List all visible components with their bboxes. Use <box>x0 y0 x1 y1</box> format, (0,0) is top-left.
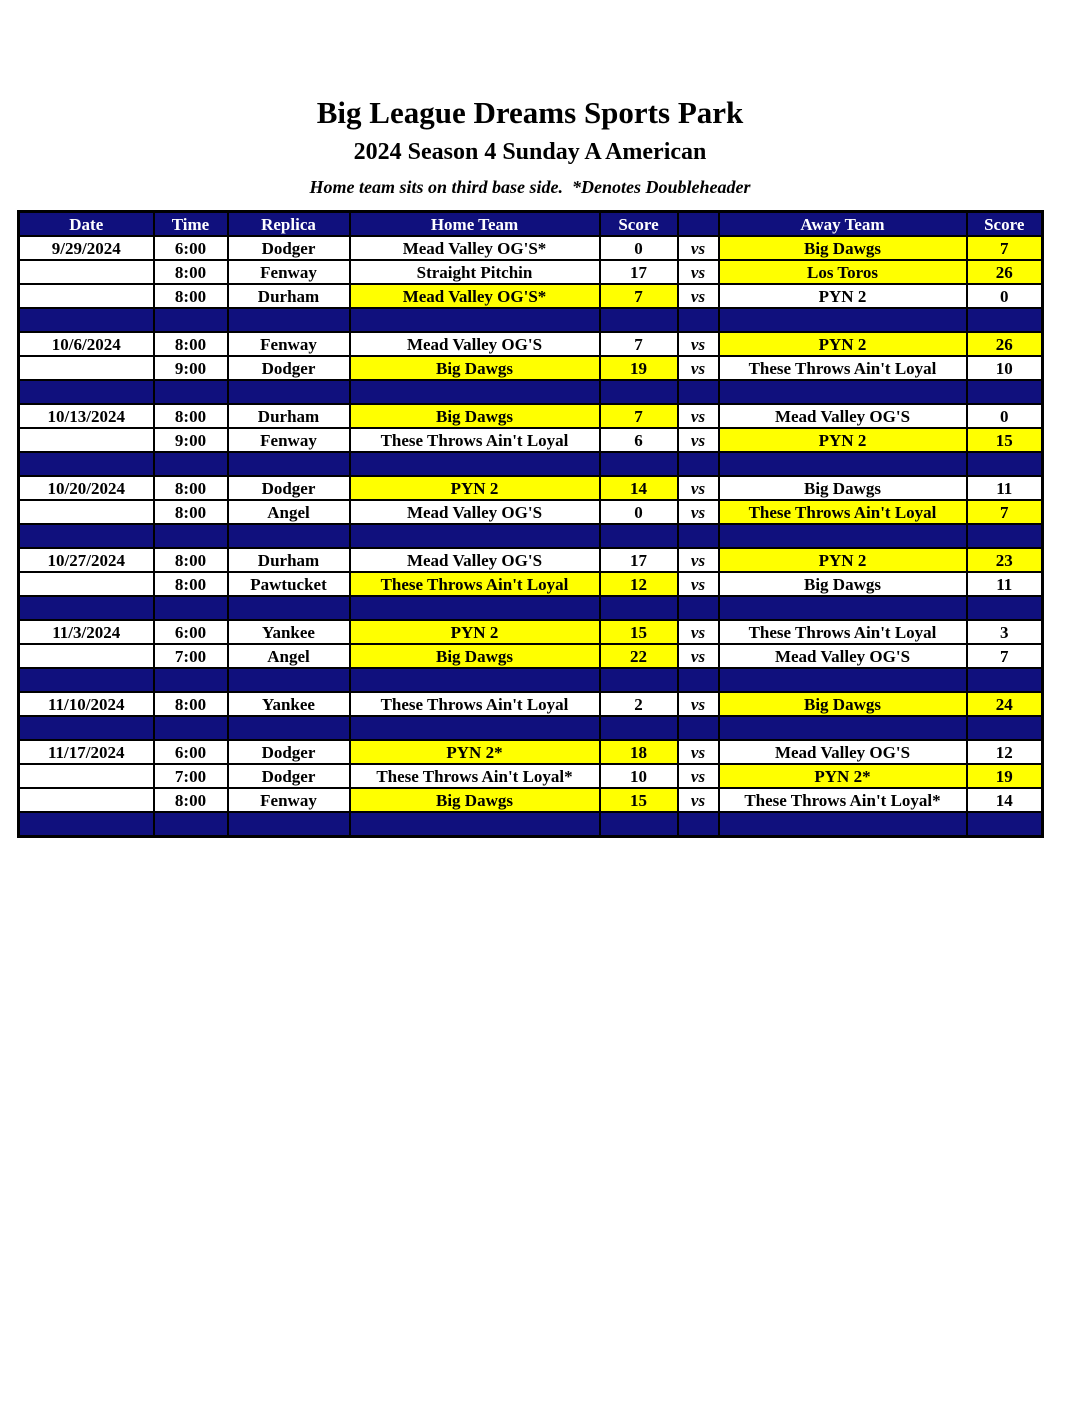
home-score-cell: 17 <box>600 548 678 572</box>
time-cell: 6:00 <box>154 740 228 764</box>
title-block <box>17 0 1043 198</box>
home-score-cell: 15 <box>600 788 678 812</box>
game-row <box>19 284 1043 308</box>
away-team-cell: Big Dawgs <box>719 572 967 596</box>
away-score-cell: 24 <box>967 692 1043 716</box>
home-team-cell: These Throws Ain't Loyal <box>350 692 600 716</box>
home-score-cell: 12 <box>600 572 678 596</box>
away-team-cell: Los Toros <box>719 260 967 284</box>
home-team-cell: Big Dawgs <box>350 356 600 380</box>
page-title: Big League Dreams Sports Park <box>316 95 744 130</box>
time-cell: 9:00 <box>154 428 228 452</box>
date-cell <box>19 500 154 524</box>
replica-cell: Angel <box>228 644 350 668</box>
replica-cell: Pawtucket <box>228 572 350 596</box>
away-score-cell: 15 <box>967 428 1043 452</box>
vs-label: vs <box>678 572 719 596</box>
time-cell: 8:00 <box>154 404 228 428</box>
replica-cell: Fenway <box>228 788 350 812</box>
replica-cell: Dodger <box>228 476 350 500</box>
time-cell: 6:00 <box>154 236 228 260</box>
replica-cell: Dodger <box>228 236 350 260</box>
home-team-cell: PYN 2 <box>350 476 600 500</box>
time-cell: 8:00 <box>154 284 228 308</box>
separator-row <box>19 812 1043 837</box>
away-team-cell: PYN 2* <box>719 764 967 788</box>
separator-cell <box>154 668 228 692</box>
separator-row <box>19 596 1043 620</box>
separator-row <box>19 668 1043 692</box>
vs-label: vs <box>678 428 719 452</box>
game-row <box>19 620 1043 644</box>
home-score-cell: 0 <box>600 500 678 524</box>
date-cell: 9/29/2024 <box>19 236 154 260</box>
header-row <box>19 212 1043 237</box>
home-score-cell: 17 <box>600 260 678 284</box>
separator-row <box>19 452 1043 476</box>
separator-cell <box>228 716 350 740</box>
separator-cell <box>154 380 228 404</box>
separator-cell <box>678 308 719 332</box>
separator-cell <box>719 308 967 332</box>
separator-cell <box>228 308 350 332</box>
game-row <box>19 788 1043 812</box>
date-cell <box>19 428 154 452</box>
separator-cell <box>19 308 154 332</box>
game-row <box>19 740 1043 764</box>
home-score-cell: 7 <box>600 284 678 308</box>
time-cell: 8:00 <box>154 260 228 284</box>
home-score-cell: 14 <box>600 476 678 500</box>
schedule-body <box>19 236 1043 837</box>
separator-cell <box>350 452 600 476</box>
vs-label: vs <box>678 500 719 524</box>
vs-label: vs <box>678 788 719 812</box>
game-row <box>19 764 1043 788</box>
home-team-cell: Mead Valley OG'S <box>350 500 600 524</box>
vs-label: vs <box>678 548 719 572</box>
away-score-cell: 11 <box>967 572 1043 596</box>
separator-cell <box>19 668 154 692</box>
separator-cell <box>719 524 967 548</box>
schedule-sheet <box>17 0 1043 838</box>
separator-cell <box>350 716 600 740</box>
away-team-cell: These Throws Ain't Loyal <box>719 620 967 644</box>
home-team-cell: Mead Valley OG'S <box>350 332 600 356</box>
vs-label: vs <box>678 284 719 308</box>
away-score-cell: 23 <box>967 548 1043 572</box>
separator-cell <box>154 812 228 837</box>
game-row <box>19 404 1043 428</box>
away-score-cell: 11 <box>967 476 1043 500</box>
away-score-cell: 19 <box>967 764 1043 788</box>
header-replica: Replica <box>228 212 350 237</box>
vs-label: vs <box>678 644 719 668</box>
home-team-cell: These Throws Ain't Loyal <box>350 428 600 452</box>
away-team-cell: These Throws Ain't Loyal <box>719 356 967 380</box>
home-score-cell: 7 <box>600 404 678 428</box>
away-team-cell: PYN 2 <box>719 284 967 308</box>
vs-label: vs <box>678 740 719 764</box>
game-row <box>19 692 1043 716</box>
header-vs-spacer <box>678 212 719 237</box>
away-team-cell: Big Dawgs <box>719 236 967 260</box>
separator-cell <box>228 812 350 837</box>
vs-label: vs <box>678 332 719 356</box>
vs-label: vs <box>678 260 719 284</box>
home-score-cell: 22 <box>600 644 678 668</box>
separator-cell <box>719 452 967 476</box>
game-row <box>19 476 1043 500</box>
time-cell: 8:00 <box>154 332 228 356</box>
home-team-cell: Straight Pitchin <box>350 260 600 284</box>
game-row <box>19 500 1043 524</box>
replica-cell: Durham <box>228 548 350 572</box>
away-score-cell: 7 <box>967 500 1043 524</box>
home-team-cell: Big Dawgs <box>350 644 600 668</box>
separator-cell <box>719 596 967 620</box>
header-away-score: Score <box>967 212 1043 237</box>
home-team-cell: Mead Valley OG'S* <box>350 284 600 308</box>
home-score-cell: 2 <box>600 692 678 716</box>
replica-cell: Yankee <box>228 620 350 644</box>
header-home-score: Score <box>600 212 678 237</box>
replica-cell: Fenway <box>228 428 350 452</box>
date-cell: 10/20/2024 <box>19 476 154 500</box>
page-note: Home team sits on third base side. *Denotes Doubleheader <box>309 177 751 198</box>
time-cell: 8:00 <box>154 500 228 524</box>
replica-cell: Dodger <box>228 356 350 380</box>
separator-cell <box>154 524 228 548</box>
date-cell: 11/17/2024 <box>19 740 154 764</box>
replica-cell: Dodger <box>228 764 350 788</box>
time-cell: 6:00 <box>154 620 228 644</box>
date-cell: 10/13/2024 <box>19 404 154 428</box>
home-score-cell: 10 <box>600 764 678 788</box>
separator-cell <box>600 452 678 476</box>
vs-label: vs <box>678 476 719 500</box>
separator-cell <box>967 524 1043 548</box>
away-team-cell: These Throws Ain't Loyal <box>719 500 967 524</box>
vs-label: vs <box>678 356 719 380</box>
separator-cell <box>19 524 154 548</box>
time-cell: 8:00 <box>154 692 228 716</box>
separator-cell <box>228 596 350 620</box>
game-row <box>19 260 1043 284</box>
header-away-team: Away Team <box>719 212 967 237</box>
away-score-cell: 26 <box>967 332 1043 356</box>
home-score-cell: 19 <box>600 356 678 380</box>
separator-cell <box>600 380 678 404</box>
separator-cell <box>967 308 1043 332</box>
date-cell <box>19 788 154 812</box>
away-score-cell: 26 <box>967 260 1043 284</box>
away-score-cell: 0 <box>967 404 1043 428</box>
away-score-cell: 12 <box>967 740 1043 764</box>
separator-cell <box>678 452 719 476</box>
separator-cell <box>678 596 719 620</box>
home-score-cell: 7 <box>600 332 678 356</box>
separator-cell <box>600 308 678 332</box>
separator-cell <box>19 596 154 620</box>
separator-cell <box>19 812 154 837</box>
game-row <box>19 548 1043 572</box>
separator-cell <box>350 668 600 692</box>
game-row <box>19 572 1043 596</box>
game-row <box>19 428 1043 452</box>
header-time: Time <box>154 212 228 237</box>
date-cell <box>19 284 154 308</box>
game-row <box>19 356 1043 380</box>
separator-cell <box>967 812 1043 837</box>
date-cell: 10/6/2024 <box>19 332 154 356</box>
away-score-cell: 0 <box>967 284 1043 308</box>
separator-cell <box>350 812 600 837</box>
time-cell: 8:00 <box>154 548 228 572</box>
separator-cell <box>350 596 600 620</box>
home-score-cell: 18 <box>600 740 678 764</box>
separator-cell <box>154 308 228 332</box>
separator-cell <box>154 452 228 476</box>
away-score-cell: 14 <box>967 788 1043 812</box>
home-score-cell: 15 <box>600 620 678 644</box>
separator-row <box>19 716 1043 740</box>
time-cell: 9:00 <box>154 356 228 380</box>
separator-cell <box>228 668 350 692</box>
separator-cell <box>600 812 678 837</box>
header-home-team: Home Team <box>350 212 600 237</box>
home-team-cell: Mead Valley OG'S* <box>350 236 600 260</box>
vs-label: vs <box>678 236 719 260</box>
separator-cell <box>967 716 1043 740</box>
vs-label: vs <box>678 764 719 788</box>
separator-cell <box>678 716 719 740</box>
date-cell: 11/10/2024 <box>19 692 154 716</box>
separator-cell <box>228 380 350 404</box>
separator-cell <box>154 716 228 740</box>
home-team-cell: These Throws Ain't Loyal <box>350 572 600 596</box>
vs-label: vs <box>678 692 719 716</box>
separator-row <box>19 308 1043 332</box>
time-cell: 8:00 <box>154 476 228 500</box>
away-score-cell: 7 <box>967 644 1043 668</box>
separator-cell <box>600 524 678 548</box>
schedule-table <box>17 210 1044 838</box>
time-cell: 7:00 <box>154 644 228 668</box>
date-cell: 10/27/2024 <box>19 548 154 572</box>
separator-row <box>19 380 1043 404</box>
away-score-cell: 10 <box>967 356 1043 380</box>
away-score-cell: 3 <box>967 620 1043 644</box>
separator-cell <box>719 668 967 692</box>
separator-cell <box>678 524 719 548</box>
time-cell: 7:00 <box>154 764 228 788</box>
separator-cell <box>678 380 719 404</box>
game-row <box>19 644 1043 668</box>
away-team-cell: These Throws Ain't Loyal* <box>719 788 967 812</box>
separator-cell <box>19 716 154 740</box>
separator-cell <box>967 596 1043 620</box>
separator-cell <box>600 596 678 620</box>
separator-cell <box>600 668 678 692</box>
home-team-cell: PYN 2* <box>350 740 600 764</box>
home-team-cell: PYN 2 <box>350 620 600 644</box>
replica-cell: Durham <box>228 404 350 428</box>
separator-cell <box>967 380 1043 404</box>
home-score-cell: 0 <box>600 236 678 260</box>
home-team-cell: Big Dawgs <box>350 404 600 428</box>
separator-cell <box>19 380 154 404</box>
time-cell: 8:00 <box>154 572 228 596</box>
vs-label: vs <box>678 620 719 644</box>
separator-row <box>19 524 1043 548</box>
separator-cell <box>350 524 600 548</box>
replica-cell: Fenway <box>228 260 350 284</box>
separator-cell <box>719 812 967 837</box>
game-row <box>19 332 1043 356</box>
separator-cell <box>719 380 967 404</box>
date-cell <box>19 572 154 596</box>
replica-cell: Fenway <box>228 332 350 356</box>
separator-cell <box>678 812 719 837</box>
away-team-cell: Mead Valley OG'S <box>719 404 967 428</box>
home-team-cell: Big Dawgs <box>350 788 600 812</box>
time-cell: 8:00 <box>154 788 228 812</box>
date-cell <box>19 260 154 284</box>
home-score-cell: 6 <box>600 428 678 452</box>
separator-cell <box>350 308 600 332</box>
separator-cell <box>19 452 154 476</box>
replica-cell: Yankee <box>228 692 350 716</box>
away-team-cell: PYN 2 <box>719 332 967 356</box>
separator-cell <box>678 668 719 692</box>
separator-cell <box>228 524 350 548</box>
away-team-cell: Big Dawgs <box>719 692 967 716</box>
away-team-cell: PYN 2 <box>719 548 967 572</box>
date-cell <box>19 356 154 380</box>
date-cell <box>19 764 154 788</box>
page-subtitle: 2024 Season 4 Sunday A American <box>353 139 707 166</box>
date-cell <box>19 644 154 668</box>
game-row <box>19 236 1043 260</box>
away-score-cell: 7 <box>967 236 1043 260</box>
vs-label: vs <box>678 404 719 428</box>
separator-cell <box>967 668 1043 692</box>
separator-cell <box>350 380 600 404</box>
away-team-cell: Big Dawgs <box>719 476 967 500</box>
home-team-cell: Mead Valley OG'S <box>350 548 600 572</box>
header-date: Date <box>19 212 154 237</box>
home-team-cell: These Throws Ain't Loyal* <box>350 764 600 788</box>
date-cell: 11/3/2024 <box>19 620 154 644</box>
away-team-cell: Mead Valley OG'S <box>719 644 967 668</box>
replica-cell: Angel <box>228 500 350 524</box>
separator-cell <box>228 452 350 476</box>
separator-cell <box>967 452 1043 476</box>
away-team-cell: Mead Valley OG'S <box>719 740 967 764</box>
replica-cell: Durham <box>228 284 350 308</box>
separator-cell <box>719 716 967 740</box>
replica-cell: Dodger <box>228 740 350 764</box>
away-team-cell: PYN 2 <box>719 428 967 452</box>
separator-cell <box>600 716 678 740</box>
separator-cell <box>154 596 228 620</box>
